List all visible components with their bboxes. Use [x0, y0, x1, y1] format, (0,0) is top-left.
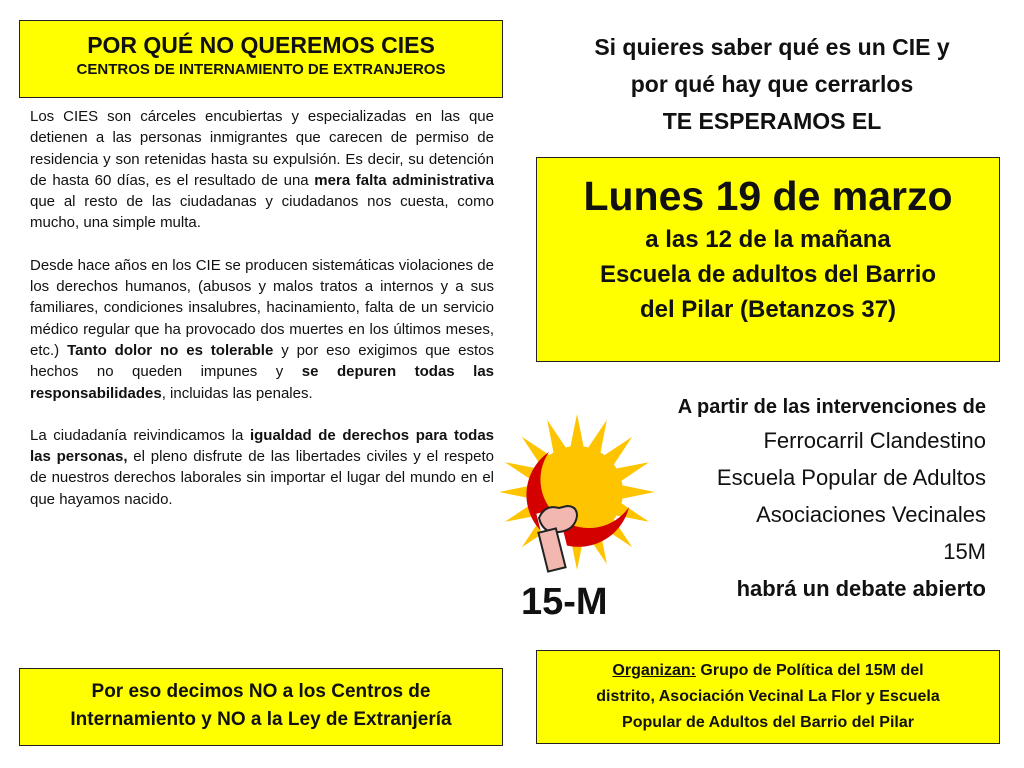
body-text: [30, 106, 494, 531]
slogan-box: [19, 668, 503, 746]
text-run: La ciudadanía reivindicamos la: [30, 426, 250, 444]
invite-line-3: TE ESPERAMOS EL: [662, 108, 882, 134]
text-run: Desde hace años en los CIE se producen sistemáticas violaciones de los derechos humanos, (abusos y malos tratos a internos y a sus familiares, condiciones insalubres, hacinamiento, falta de un servicio médico regular que ha provocado dos muertes en los últimos meses, etc.): [30, 256, 494, 359]
event-time: a las 12 de la mañana: [645, 226, 891, 253]
page-title: POR QUÉ NO QUEREMOS CIES: [87, 32, 435, 58]
text-run: el pleno disfrute de las libertades civiles y el respeto de nuestros derechos laborales sin importar el lugar del mundo en el que hayamos nacido.: [30, 448, 494, 508]
invite-line-2: por qué hay que cerrarlos: [630, 71, 914, 97]
participant-item: Ferrocarril Clandestino: [763, 428, 986, 453]
participant-item: 15M: [943, 539, 986, 564]
organizers-label: Organizan:: [612, 662, 696, 679]
logo-text: 15-M: [521, 581, 608, 622]
invite-line-1: Si quieres saber qué es un CIE y: [594, 34, 950, 60]
text-run: y por eso exigimos que estos hechos no queden impunes y: [30, 341, 495, 381]
interventions-heading: A partir de las intervenciones de: [677, 396, 986, 418]
text-run: , incluidas las penales.: [161, 384, 313, 402]
slogan-line-2: Internamiento y NO a la Ley de Extranjería: [70, 709, 452, 730]
event-date: Lunes 19 de marzo: [583, 173, 953, 219]
interventions-list: [516, 392, 986, 607]
organizers-line-2: distrito, Asociación Vecinal La Flor y Escuela: [596, 688, 940, 705]
bold-text: se depuren todas las responsabilidades: [30, 363, 494, 402]
organizers-text: Grupo de Política del 15M del: [695, 662, 924, 679]
slogan-line-1: Por eso decimos NO a los Centros de: [91, 681, 431, 702]
bold-text: Tanto dolor no es tolerable: [67, 341, 274, 359]
organizers-line-3: Popular de Adultos del Barrio del Pilar: [622, 714, 914, 731]
event-box: [536, 157, 1000, 362]
participant-item: Escuela Popular de Adultos: [716, 465, 986, 490]
paragraph-2: [30, 255, 494, 404]
text-run: Los CIES son cárceles encubiertas y especializadas en las que detienen a las personas inmigrantes que carecen de permiso de residencia y son retenidas hasta su expulsión. Es decir, su detención de hasta 60 días, es el resultado de una: [30, 108, 494, 189]
bold-text: igualdad de derechos para todas las personas,: [30, 426, 495, 466]
paragraph-1: [30, 106, 494, 234]
paragraph-3: [30, 425, 494, 510]
bold-text: mera falta administrativa: [314, 171, 494, 189]
text-run: que al resto de las ciudadanas y ciudadanos nos cuesta, como mucho, una simple multa.: [30, 193, 494, 232]
event-place-line-2: del Pilar (Betanzos 37): [639, 296, 897, 323]
event-place-line-1: Escuela de adultos del Barrio: [599, 261, 937, 288]
participant-item: Asociaciones Vecinales: [756, 502, 986, 527]
page-subtitle: CENTROS DE INTERNAMIENTO DE EXTRANJEROS: [76, 61, 446, 78]
title-box: [19, 20, 503, 98]
debate-line: habrá un debate abierto: [736, 576, 986, 601]
organizers-box: [536, 650, 1000, 744]
organizers-line-1: [537, 658, 999, 684]
invitation: [532, 29, 1012, 140]
